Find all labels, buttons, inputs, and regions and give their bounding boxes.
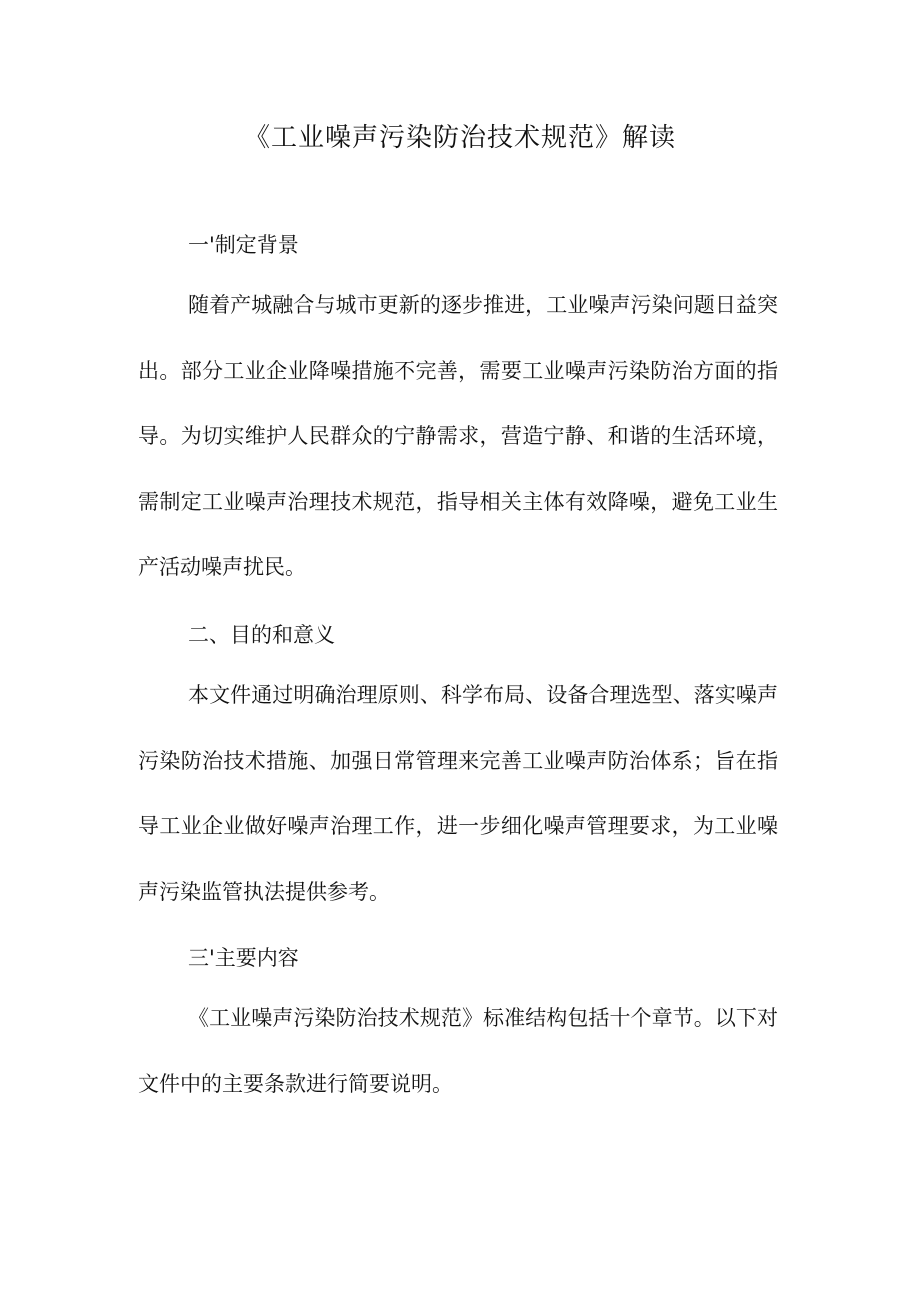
section-body-background: 随着产城融合与城市更新的逐步推进，工业噪声污染问题日益突出。部分工业企业降噪措施不完善，需要工业噪声污染防治方面的指导。为切实维护人民群众的宁静需求，营造宁静、和谐的生活环境，需制定工业噪声治理技术规范，指导相关主体有效降噪，避免工业生产活动噪声扰民。 [138, 293, 778, 579]
document-title: 《工业噪声污染防治技术规范》解读 [243, 123, 676, 153]
section-heading-main-content: 三'主要内容 [188, 946, 299, 970]
section-heading-purpose: 二、目的和意义 [188, 623, 335, 647]
section-heading-background: 一'制定背景 [188, 233, 299, 257]
section-body-main-content: 《工业噪声污染防治技术规范》标准结构包括十个章节。以下对文件中的主要条款进行简要说明。 [138, 1006, 778, 1096]
section-body-purpose: 本文件通过明确治理原则、科学布局、设备合理选型、落实噪声污染防治技术措施、加强日常管理来完善工业噪声防治体系；旨在指导工业企业做好噪声治理工作，进一步细化噪声管理要求，为工业噪声污染监管执法提供参考。 [138, 683, 778, 904]
